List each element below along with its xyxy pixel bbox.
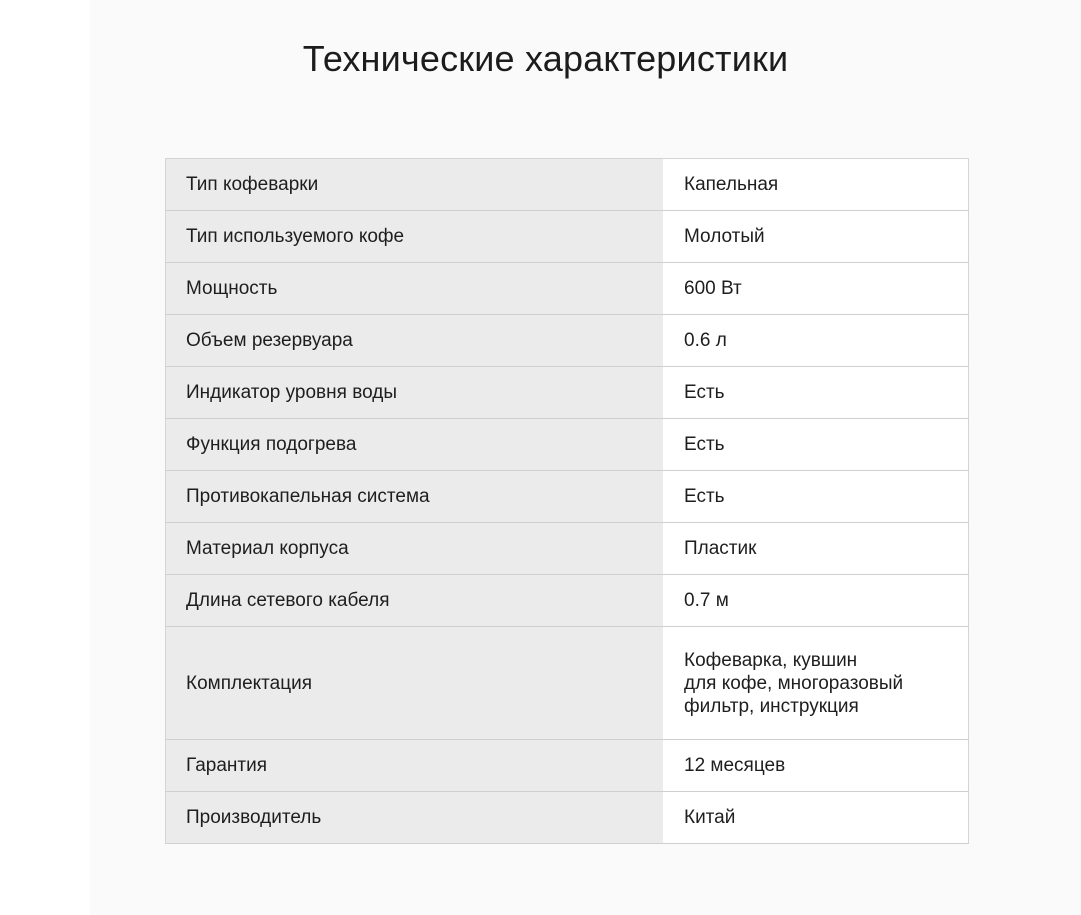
spec-value: 600 Вт: [663, 263, 969, 315]
spec-value-line: для кофе, многоразовый: [684, 672, 904, 694]
spec-value-line: Кофеварка, кувшин: [684, 649, 858, 671]
spec-value: 0.7 м: [663, 575, 969, 627]
table-row: [166, 792, 969, 844]
spec-value: Есть: [663, 367, 969, 419]
table-row: [166, 740, 969, 792]
spec-value: Капельная: [663, 159, 969, 211]
table-row: [166, 419, 969, 471]
spec-key: Материал корпуса: [166, 523, 664, 575]
spec-key: Индикатор уровня воды: [166, 367, 664, 419]
spec-key: Объем резервуара: [166, 315, 664, 367]
table-row: [166, 627, 969, 740]
table-row: [166, 315, 969, 367]
spec-key: Тип используемого кофе: [166, 211, 664, 263]
spec-value: [663, 627, 969, 740]
spec-value: Есть: [663, 471, 969, 523]
table-row: [166, 211, 969, 263]
spec-key: Производитель: [166, 792, 664, 844]
spec-key: Мощность: [166, 263, 664, 315]
spec-key: Противокапельная система: [166, 471, 664, 523]
spec-value: Есть: [663, 419, 969, 471]
spec-key: Тип кофеварки: [166, 159, 664, 211]
spec-value: Молотый: [663, 211, 969, 263]
table-row: [166, 471, 969, 523]
spec-key: Комплектация: [166, 627, 664, 740]
spec-key: Функция подогрева: [166, 419, 664, 471]
spec-value: 0.6 л: [663, 315, 969, 367]
spec-key: Длина сетевого кабеля: [166, 575, 664, 627]
spec-value: Китай: [663, 792, 969, 844]
page-title: Технические характеристики: [302, 38, 789, 79]
table-row: [166, 263, 969, 315]
spec-value: Пластик: [663, 523, 969, 575]
table-row: [166, 523, 969, 575]
spec-key: Гарантия: [166, 740, 664, 792]
spec-value-line: фильтр, инструкция: [684, 695, 859, 717]
specs-table: [165, 158, 969, 844]
table-row: [166, 159, 969, 211]
table-row: [166, 367, 969, 419]
spec-value: 12 месяцев: [663, 740, 969, 792]
table-row: [166, 575, 969, 627]
